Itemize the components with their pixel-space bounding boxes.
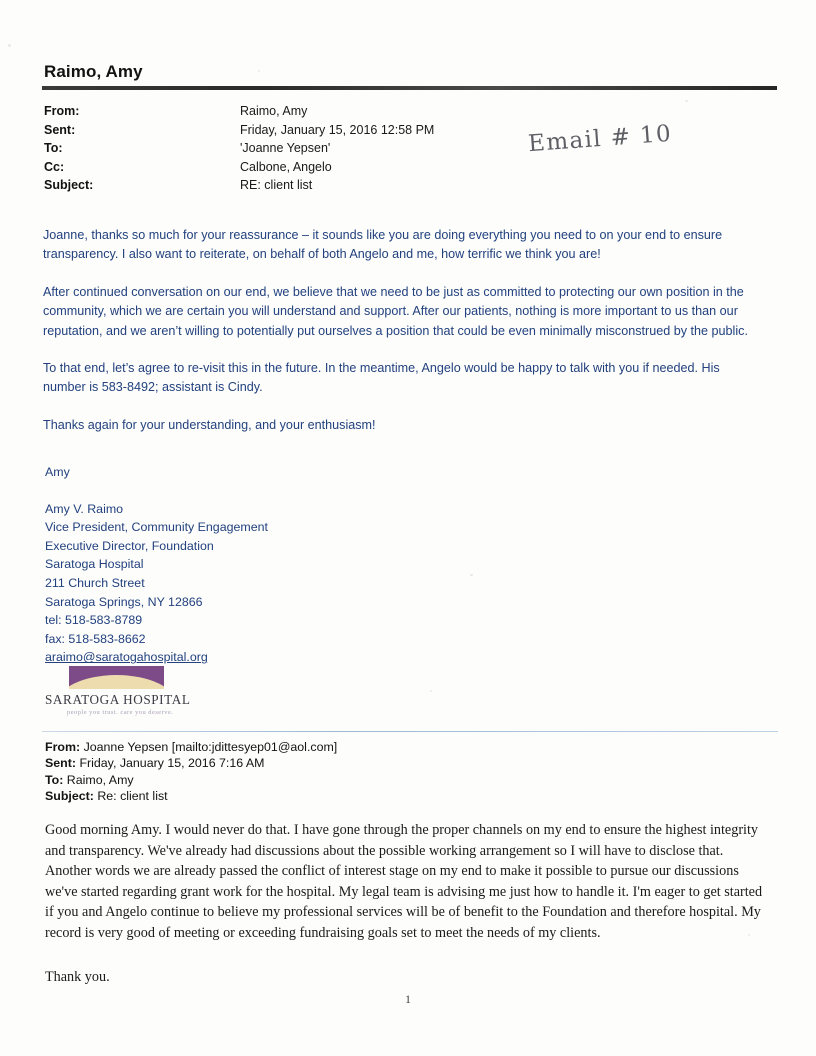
quoted-sent-label: Sent: [45, 756, 76, 771]
scan-speck [8, 44, 11, 47]
page-title: Raimo, Amy [44, 62, 143, 81]
reply-paragraph-3: To that end, let’s agree to re-visit this in the future. In the meantime, Angelo would be happy to talk with you if needed. His number is 583-8492; assistant is Cindy. [43, 361, 720, 395]
signature-title-2: Executive Director, Foundation [45, 538, 214, 553]
quoted-to-row [45, 772, 337, 788]
reply-paragraph-1: Joanne, thanks so much for your reassurance – it sounds like you are doing everything you need to on your end to ensure transparency. I also want to reiterate, on behalf of both Angelo and me, how terrific we think you are! [43, 228, 723, 262]
subject-value: RE: client list [240, 178, 313, 192]
signature-spacer [45, 482, 268, 500]
quoted-sent-value: Friday, January 15, 2016 7:16 AM [79, 756, 265, 771]
scan-speck [470, 574, 473, 576]
quoted-email-header [45, 739, 337, 805]
logo-mark-icon [69, 666, 164, 689]
email-header-row-sent [44, 123, 604, 142]
saratoga-hospital-logo [45, 666, 195, 716]
signature-city: Saratoga Springs, NY 12866 [45, 594, 203, 609]
quoted-sent-row [45, 755, 337, 771]
logo-wordmark: SARATOGA HOSPITAL [45, 692, 191, 707]
signature-name: Amy V. Raimo [45, 501, 124, 516]
subject-label: Subject: [44, 178, 94, 192]
quoted-to-label: To: [45, 772, 64, 787]
to-value: 'Joanne Yepsen' [240, 141, 331, 155]
from-label: From: [44, 104, 80, 118]
signature-fax: fax: 518-583-8662 [45, 631, 146, 646]
quoted-paragraph-2: Thank you. [45, 968, 110, 985]
cc-label: Cc: [44, 159, 65, 174]
quoted-to-value: Raimo, Amy [66, 772, 134, 787]
quoted-message-divider [42, 731, 778, 732]
signature-org: Saratoga Hospital [45, 557, 144, 572]
signature-street: 211 Church Street [45, 575, 145, 590]
header-rule [42, 86, 777, 90]
quoted-from-label: From: [45, 740, 81, 754]
sent-value: Friday, January 15, 2016 12:58 PM [240, 122, 435, 137]
scan-speck [430, 690, 432, 692]
signature-email-link[interactable]: araimo@saratogahospital.org [45, 650, 208, 665]
sent-label: Sent: [44, 122, 76, 137]
quoted-subject-value: Re: client list [97, 789, 168, 804]
email-header-fields [44, 104, 604, 197]
scan-speck [258, 70, 260, 72]
to-label: To: [44, 141, 63, 155]
quoted-email-body [45, 820, 767, 1010]
logo-tagline: people you trust. care you deserve. [67, 709, 174, 716]
email-header-row-cc [44, 160, 604, 179]
page-number: 1 [405, 994, 411, 1006]
signature-tel: tel: 518-583-8789 [45, 613, 143, 628]
scan-speck [685, 100, 688, 102]
signature-closing: Amy [45, 465, 70, 479]
email-header-row-to [44, 141, 604, 160]
handwritten-annotation: Email # 10 [527, 120, 673, 158]
quoted-subject-row [45, 788, 337, 804]
reply-body [43, 226, 759, 435]
logo-arc-shape [69, 675, 164, 689]
signature-block [45, 463, 268, 667]
quoted-subject-label: Subject: [45, 789, 94, 804]
reply-paragraph-4: Thanks again for your understanding, and your enthusiasm! [43, 417, 376, 432]
reply-paragraph-2: After continued conversation on our end, we believe that we need to be just as committed to protecting our own position in the community, which we are certain you will understand and support. After our patients, nothing is more important to us than our reputation, and we aren’t willing to potentially put ourselves a position that could be even minimally misconstrued by the public. [43, 284, 748, 338]
cc-value: Calbone, Angelo [240, 159, 332, 174]
email-header-row-subject [44, 178, 604, 197]
email-header-row-from [44, 104, 604, 123]
quoted-from-row [45, 739, 337, 755]
quoted-from-value: Joanne Yepsen [mailto:jdittesyep01@aol.com] [83, 740, 338, 754]
quoted-paragraph-1: Good morning Amy. I would never do that. I have gone through the proper channels on my end to ensure the highest integrity and transparency. We've already had discussions about the possible working arrangement so I will have to disclose that. Another words we are already passed the conflict of interest stage on my end to make it possible to pursue our discussions we've started regarding grant work for the hospital. My legal team is advising me just how to handle it. I'm eager to get started if you and Angelo continue to believe my professional services will be of benefit to the Foundation and therefore hospital. My record is very good of meeting or exceeding fundraising goals set to meet the needs of my clients. [45, 822, 763, 941]
signature-title-1: Vice President, Community Engagement [45, 520, 268, 535]
from-value: Raimo, Amy [240, 104, 308, 118]
